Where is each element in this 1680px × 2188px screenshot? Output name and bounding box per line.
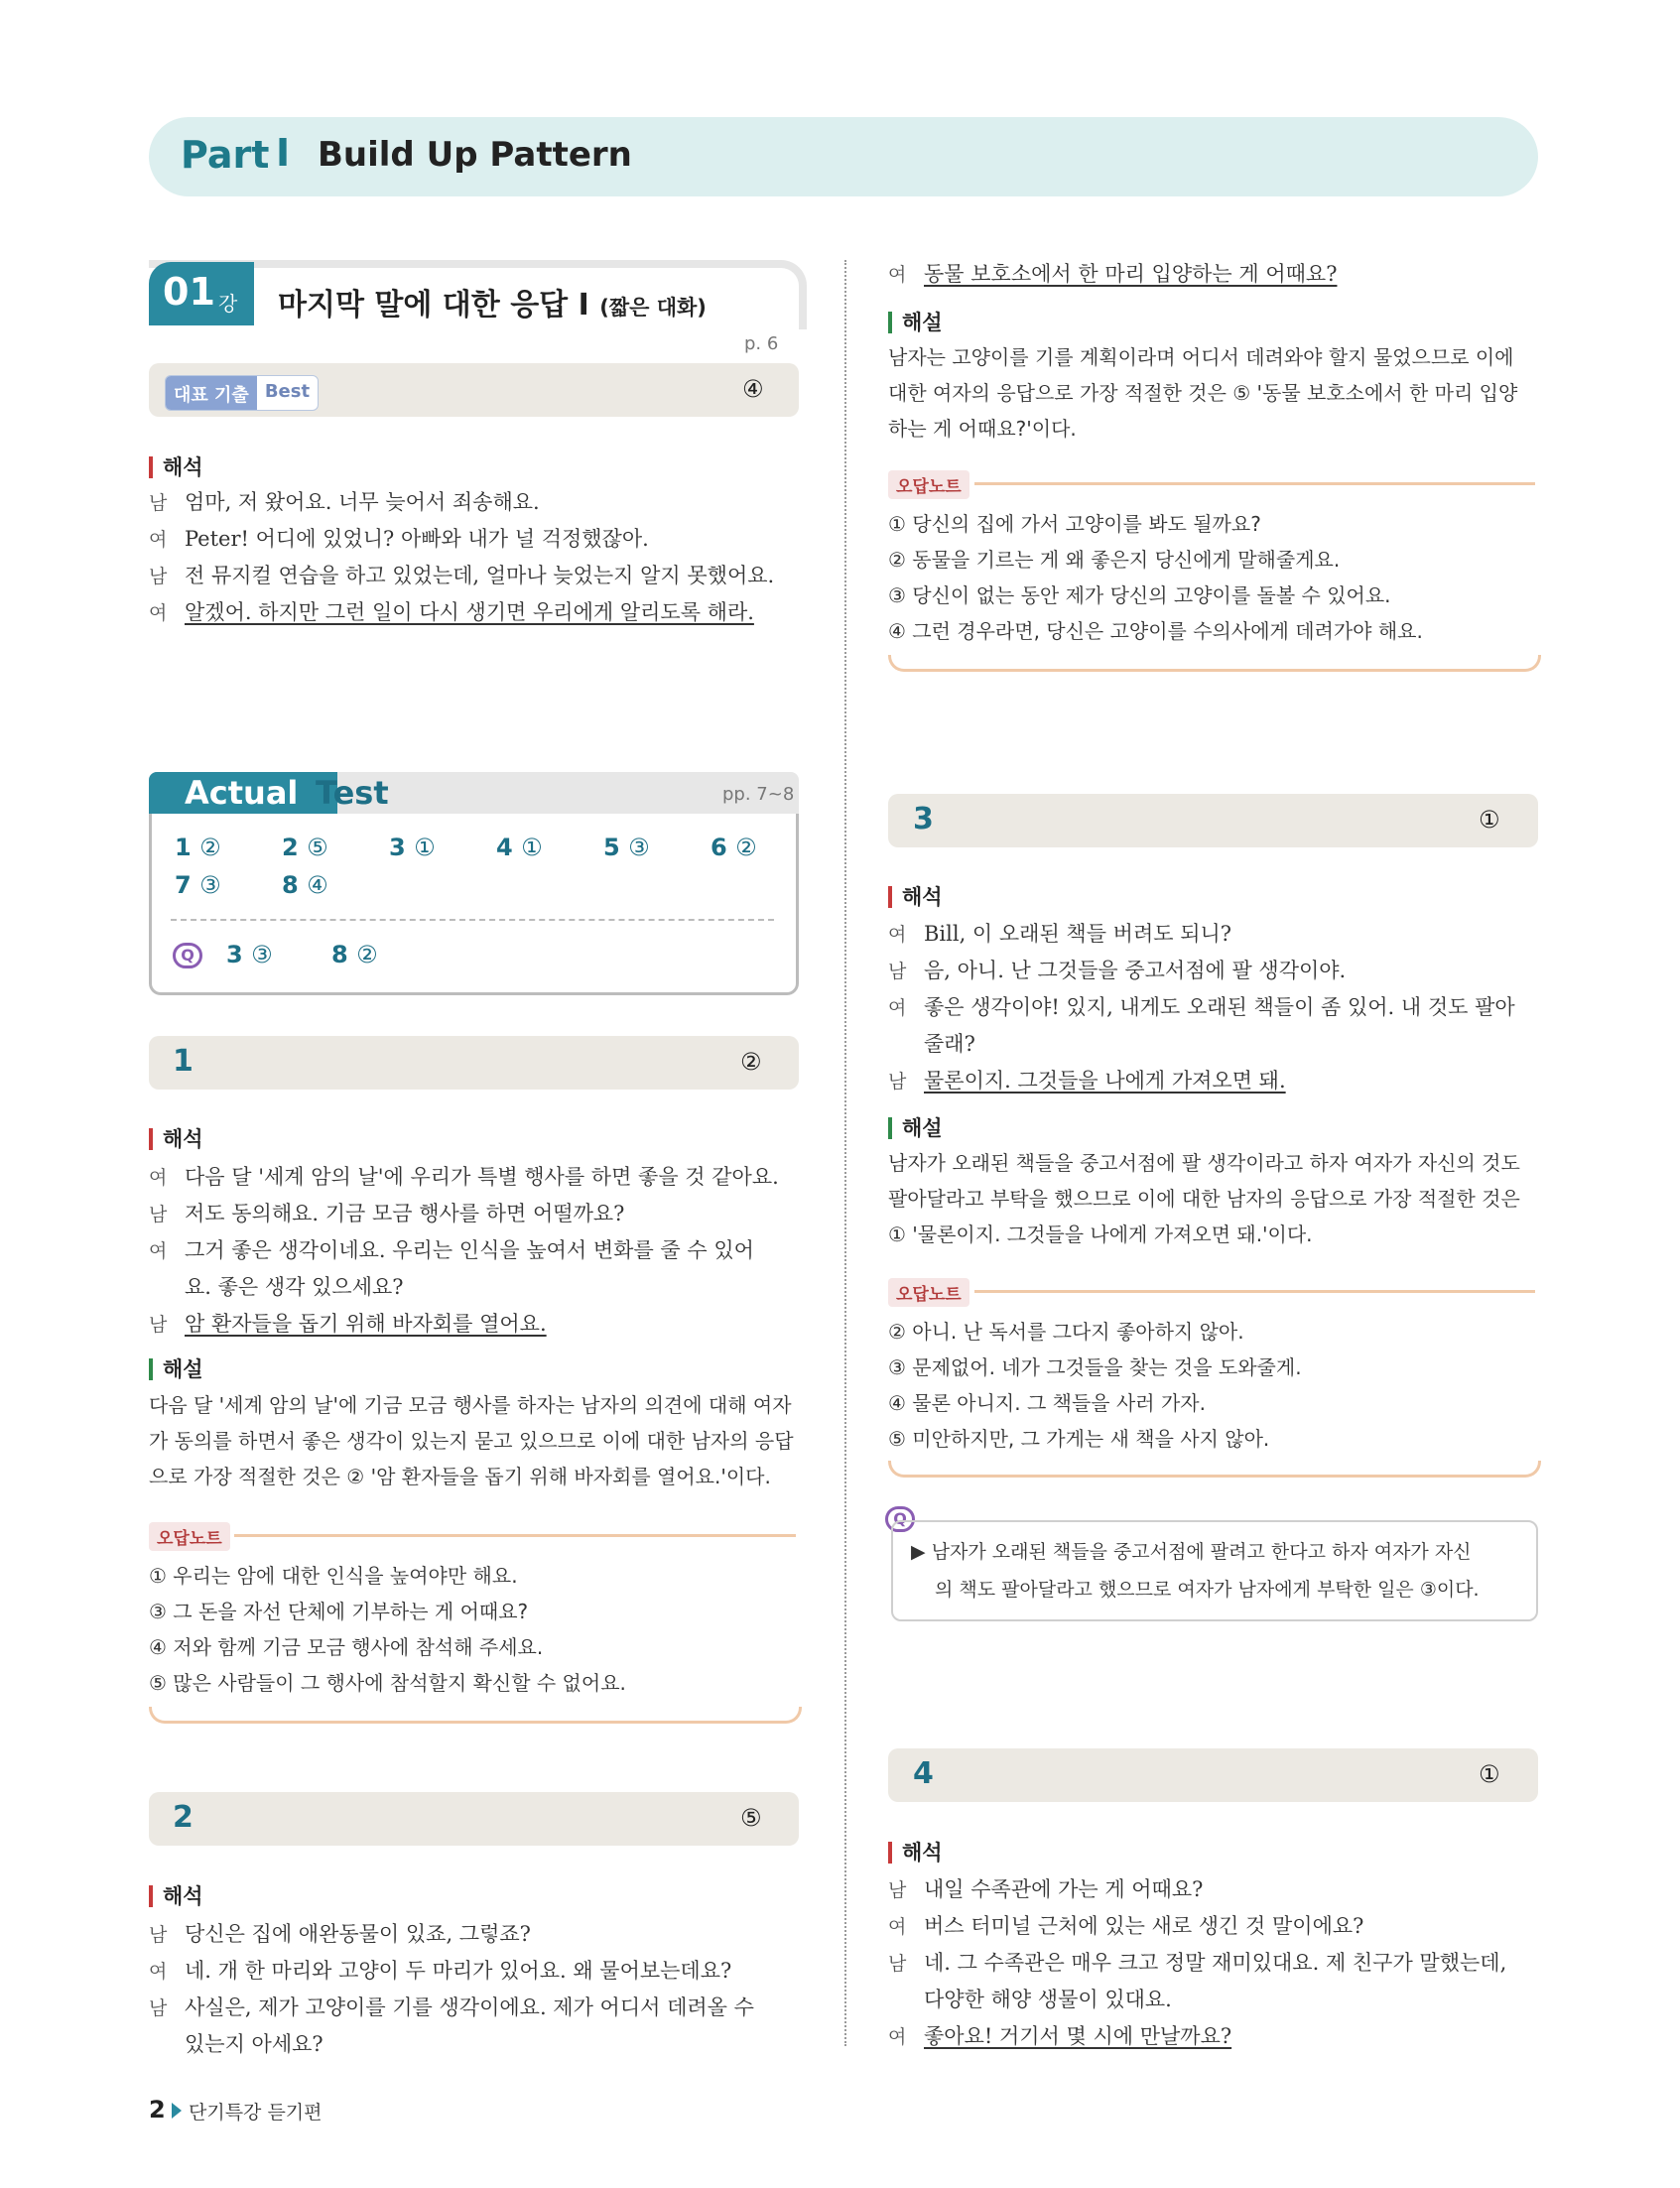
dialog-line — [149, 1955, 731, 1985]
wrong-note-top-line — [974, 1290, 1535, 1293]
dialog-line — [888, 2020, 1231, 2050]
dialog-answer-text: 암 환자들을 돕기 위해 바자회를 열어요. — [185, 1312, 547, 1336]
answer-number: 1 — [175, 834, 192, 861]
answer-choice: ① — [521, 834, 543, 861]
footer-arrow-icon — [172, 2103, 182, 2119]
wrong-note-top-line — [234, 1534, 796, 1537]
dialog-text: 좋은 생각이야! 있지, 내게도 오래된 책들이 좀 있어. 내 것도 팔아 — [924, 995, 1515, 1019]
part-number: Ⅰ — [276, 131, 291, 175]
lesson-title-sub: (짧은 대화) — [599, 296, 707, 320]
dialog-line — [888, 1910, 1363, 1940]
question-answer: ② — [740, 1048, 762, 1076]
answer-item — [496, 834, 543, 861]
dialog-text: Bill, 이 오래된 책들 버려도 되니? — [924, 922, 1232, 946]
speaker: 남 — [149, 1314, 168, 1336]
question-number: 4 — [913, 1756, 934, 1791]
part-banner — [149, 117, 1538, 196]
speaker: 여 — [888, 924, 907, 946]
wrong-note-item: ④ 물론 아니지. 그 책들을 사러 가자. — [888, 1391, 1206, 1415]
part-title: Build Up Pattern — [318, 135, 632, 175]
dialog-answer-text: 좋아요! 거기서 몇 시에 만날까요? — [924, 2024, 1232, 2048]
dialog-text: 있는지 아세요? — [185, 2032, 323, 2056]
speaker: 남 — [888, 1879, 907, 1901]
dialog-text: 내일 수족관에 가는 게 어때요? — [924, 1877, 1204, 1901]
dialog-text: 줄래? — [924, 1032, 975, 1056]
test-word: Test — [316, 774, 389, 812]
lesson-page-ref: p. 6 — [744, 333, 779, 354]
speaker: 남 — [149, 1924, 168, 1946]
dialog-answer-text: 물론이지. 그것들을 나에게 가져오면 돼. — [924, 1069, 1286, 1093]
answer-item — [603, 834, 650, 861]
translation-label: 해석 — [888, 886, 943, 908]
representative-tag — [165, 375, 319, 411]
speaker: 남 — [888, 961, 907, 982]
translation-label: 해석 — [149, 1885, 203, 1907]
dialog-text: 요. 좋은 생각 있으세요? — [185, 1275, 404, 1299]
dialog-line — [149, 2028, 323, 2058]
lesson-number-badge — [149, 262, 254, 325]
actual-test-page-ref: pp. 7~8 — [722, 784, 795, 805]
wrong-note-item: ② 아니. 난 독서를 그다지 좋아하지 않아. — [888, 1320, 1244, 1344]
speaker: 남 — [149, 566, 168, 587]
wrong-note-item: ③ 그 돈을 자선 단체에 기부하는 게 어때요? — [149, 1600, 529, 1623]
speaker: 남 — [888, 1071, 907, 1093]
question-bar — [888, 794, 1538, 847]
dialog-text: Peter! 어디에 있었니? 아빠와 내가 널 걱정했잖아. — [185, 527, 649, 551]
question-number: 3 — [913, 802, 934, 837]
answer-divider — [171, 919, 774, 921]
wrong-note-bottom-bracket — [888, 655, 1541, 672]
dialog-line — [149, 596, 754, 626]
wrong-note-bottom-bracket — [888, 1461, 1541, 1478]
dialog-text: 네. 개 한 마리와 고양이 두 마리가 있어요. 왜 물어보는데요? — [185, 1959, 732, 1983]
speaker: 여 — [888, 2026, 907, 2048]
explanation-label: 해설 — [149, 1358, 203, 1380]
explanation-label: 해설 — [888, 312, 943, 333]
answer-number: 4 — [496, 834, 513, 861]
dialog-line — [149, 523, 649, 553]
part-label: Part — [181, 133, 270, 177]
q-plus-icon: Q — [885, 1506, 915, 1532]
explanation-line: 남자가 오래된 책들을 중고서점에 팔 생각이라고 하자 여자가 자신의 것도 — [888, 1151, 1520, 1175]
answer-choice: ③ — [251, 941, 273, 968]
question-answer: ① — [1479, 806, 1500, 834]
question-answer: ⑤ — [740, 1804, 762, 1832]
translation-label: 해석 — [888, 1842, 943, 1864]
dialog-line — [888, 955, 1346, 984]
column-divider — [844, 260, 846, 2046]
wrong-note-item: ② 동물을 기르는 게 왜 좋은지 당신에게 말해줄게요. — [888, 548, 1341, 572]
wrong-note-top-line — [974, 482, 1535, 485]
answer-item — [282, 834, 328, 861]
q-answer-item — [226, 941, 273, 968]
dialog-line — [149, 1992, 754, 2021]
speaker: 여 — [149, 602, 168, 624]
speaker: 남 — [149, 1997, 168, 2019]
explanation-line: 남자는 고양이를 기를 계획이라며 어디서 데려와야 할지 물었으므로 이에 — [888, 345, 1514, 369]
lesson-suffix: 강 — [218, 292, 238, 316]
dialog-line — [888, 1028, 975, 1058]
speaker: 여 — [888, 264, 907, 286]
answer-item — [175, 834, 221, 861]
dialog-line — [149, 1161, 779, 1191]
answer-choice: ② — [199, 834, 221, 861]
answer-number: 2 — [282, 834, 299, 861]
dialog-line — [888, 991, 1515, 1021]
dialog-text: 그거 좋은 생각이네요. 우리는 인식을 높여서 변화를 줄 수 있어 — [185, 1238, 754, 1262]
explanation-line: 대한 여자의 응답으로 가장 적절한 것은 ⑤ '동물 보호소에서 한 마리 입양 — [888, 381, 1518, 405]
dialog-line — [888, 1065, 1286, 1094]
question-bar — [149, 1792, 799, 1846]
answer-number: 3 — [226, 941, 243, 968]
speaker: 여 — [149, 1240, 168, 1262]
dialog-text: 네. 그 수족관은 매우 크고 정말 재미있대요. 제 친구가 말했는데, — [924, 1951, 1507, 1975]
dialog-line — [888, 1947, 1506, 1977]
dialog-line — [149, 486, 540, 516]
question-number: 2 — [173, 1800, 194, 1835]
rep-tag-best: Best — [264, 381, 311, 402]
answer-choice: ③ — [628, 834, 650, 861]
q-plus-note-line: ▶ 남자가 오래된 책들을 중고서점에 팔려고 한다고 하자 여자가 자신 — [911, 1541, 1472, 1563]
lesson-title-main: 마지막 말에 대한 응답 Ⅰ — [278, 288, 589, 322]
dialog-line — [149, 1918, 531, 1948]
speaker: 여 — [149, 1167, 168, 1189]
speaker: 남 — [888, 1953, 907, 1975]
actual-word: Actual — [185, 774, 299, 812]
dialog-text: 다음 달 '세계 암의 날'에 우리가 특별 행사를 하면 좋을 것 같아요. — [185, 1165, 779, 1189]
translation-label: 해석 — [149, 456, 203, 478]
explanation-line: 으로 가장 적절한 것은 ② '암 환자들을 돕기 위해 바자회를 열어요.'이다. — [149, 1465, 771, 1488]
dialog-answer-text: 동물 보호소에서 한 마리 입양하는 게 어때요? — [924, 262, 1338, 286]
question-number: 1 — [173, 1044, 194, 1079]
dialog-text: 저도 동의해요. 기금 모금 행사를 하면 어떨까요? — [185, 1202, 625, 1225]
wrong-note-item: ⑤ 많은 사람들이 그 행사에 참석할지 확신할 수 없어요. — [149, 1671, 626, 1695]
speaker: 여 — [888, 1916, 907, 1938]
answer-choice: ① — [414, 834, 436, 861]
answer-choice: ② — [735, 834, 757, 861]
dialog-text: 음, 아니. 난 그것들을 중고서점에 팔 생각이야. — [924, 959, 1347, 982]
q-plus-note-line: 의 책도 팔아달라고 했으므로 여자가 남자에게 부탁한 일은 ③이다. — [935, 1579, 1480, 1601]
answer-number: 8 — [331, 941, 348, 968]
dialog-line — [149, 1198, 624, 1227]
wrong-note-item: ④ 그런 경우라면, 당신은 고양이를 수의사에게 데려가야 해요. — [888, 619, 1423, 643]
dialog-line — [149, 1234, 754, 1264]
wrong-note-item: ① 우리는 암에 대한 인식을 높여야만 해요. — [149, 1564, 518, 1588]
lesson-number: 01 — [163, 270, 215, 314]
dialog-line — [888, 918, 1231, 948]
wrong-note-item: ③ 문제없어. 네가 그것들을 찾는 것을 도와줄게. — [888, 1355, 1302, 1379]
rep-answer: ④ — [742, 375, 764, 403]
answer-number: 5 — [603, 834, 620, 861]
wrong-note-tag: 오답노트 — [888, 470, 969, 499]
wrong-note-item: ① 당신의 집에 가서 고양이를 봐도 될까요? — [888, 512, 1261, 536]
explanation-line: 팔아달라고 부탁을 했으므로 이에 대한 남자의 응답으로 가장 적절한 것은 — [888, 1187, 1520, 1211]
speaker: 여 — [149, 529, 168, 551]
answer-item — [711, 834, 757, 861]
answer-number: 8 — [282, 871, 299, 899]
page-number: 2 — [149, 2096, 166, 2124]
wrong-note-item: ④ 저와 함께 기금 모금 행사에 참석해 주세요. — [149, 1635, 544, 1659]
question-bar — [888, 1748, 1538, 1802]
dialog-text: 다양한 해양 생물이 있대요. — [924, 1988, 1172, 2011]
dialog-line — [888, 1984, 1172, 2013]
dialog-line — [888, 1873, 1203, 1903]
answer-item — [282, 871, 328, 899]
q-plus-icon: Q — [173, 943, 202, 968]
wrong-note-item: ③ 당신이 없는 동안 제가 당신의 고양이를 돌볼 수 있어요. — [888, 583, 1391, 607]
speaker: 여 — [888, 997, 907, 1019]
speaker: 여 — [149, 1961, 168, 1983]
dialog-line — [149, 1271, 404, 1301]
explanation-line: 가 동의를 하면서 좋은 생각이 있는지 묻고 있으므로 이에 대한 남자의 응답 — [149, 1429, 794, 1453]
translation-label: 해석 — [149, 1128, 203, 1150]
question-answer: ① — [1479, 1760, 1500, 1788]
answer-number: 3 — [389, 834, 406, 861]
explanation-label: 해설 — [888, 1117, 943, 1139]
q-answer-item — [331, 941, 378, 968]
answer-item — [389, 834, 436, 861]
dialog-text: 버스 터미널 근처에 있는 새로 생긴 것 말이에요? — [924, 1914, 1364, 1938]
dialog-line — [888, 258, 1337, 288]
dialog-line — [149, 560, 774, 589]
explanation-line: 다음 달 '세계 암의 날'에 기금 모금 행사를 하자는 남자의 의견에 대해 여자 — [149, 1393, 792, 1417]
wrong-note-item: ⑤ 미안하지만, 그 가게는 새 책을 사지 않아. — [888, 1427, 1270, 1451]
answer-number: 6 — [711, 834, 727, 861]
answer-choice: ④ — [307, 871, 328, 899]
dialog-answer-text: 알겠어. 하지만 그런 일이 다시 생기면 우리에게 알리도록 해라. — [185, 600, 754, 624]
dialog-text: 전 뮤지컬 연습을 하고 있었는데, 얼마나 늦었는지 알지 못했어요. — [185, 564, 775, 587]
footer-book-title: 단기특강 듣기편 — [189, 2102, 323, 2124]
actual-test-logo — [149, 772, 337, 814]
answer-number: 7 — [175, 871, 192, 899]
speaker: 남 — [149, 1204, 168, 1225]
speaker: 남 — [149, 492, 168, 514]
answer-choice: ② — [356, 941, 378, 968]
dialog-text: 사실은, 제가 고양이를 기를 생각이에요. 제가 어디서 데려올 수 — [185, 1995, 754, 2019]
dialog-line — [149, 1308, 547, 1338]
wrong-note-tag: 오답노트 — [149, 1522, 230, 1551]
dialog-text: 엄마, 저 왔어요. 너무 늦어서 죄송해요. — [185, 490, 540, 514]
rep-tag-label: 대표 기출 — [166, 376, 257, 410]
answer-choice: ③ — [199, 871, 221, 899]
explanation-line: 하는 게 어때요?'이다. — [888, 417, 1077, 441]
answer-choice: ⑤ — [307, 834, 328, 861]
question-bar — [149, 1036, 799, 1090]
dialog-text: 당신은 집에 애완동물이 있죠, 그렇죠? — [185, 1922, 531, 1946]
answer-item — [175, 871, 221, 899]
explanation-line: ① '물론이지. 그것들을 나에게 가져오면 돼.'이다. — [888, 1223, 1313, 1246]
lesson-title — [278, 280, 707, 323]
wrong-note-tag: 오답노트 — [888, 1278, 969, 1307]
wrong-note-bottom-bracket — [149, 1707, 802, 1724]
